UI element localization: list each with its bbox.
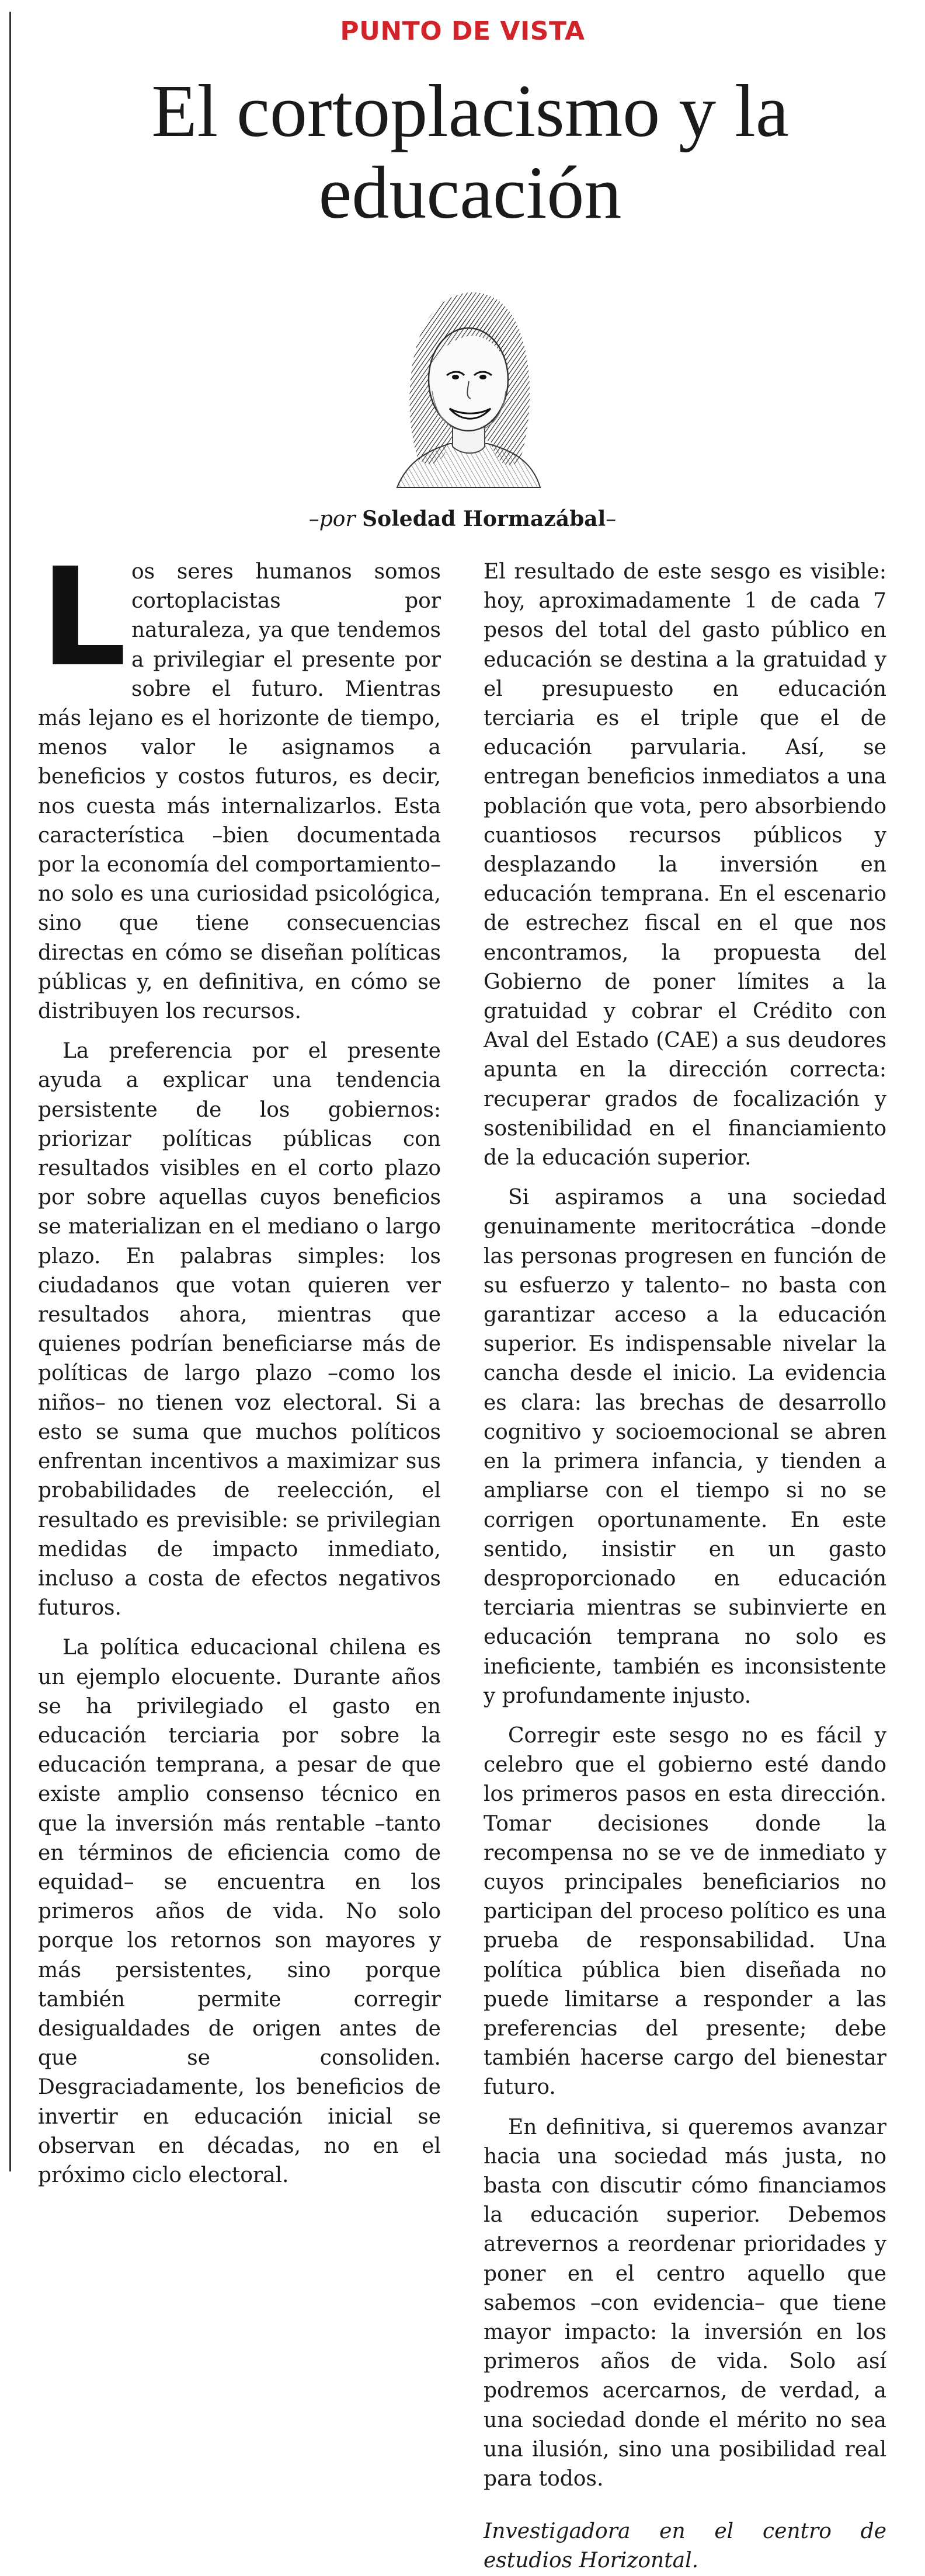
article-column-left (38, 539, 441, 2187)
article-column-right (484, 557, 886, 2573)
byline-prefix: –por (308, 507, 356, 531)
paragraph-1-text: os seres humanos somos cortoplacistas por naturaleza, ya que tendemos a privilegiar el presente por sobre el futuro. Mientras más lejano es el horizonte de tiempo, menos valor le asignamos a beneficios y costos futuros, es decir, nos cuesta más internalizarlos. Esta característica –bien documentada por la economía del comportamiento– no solo es una curiosidad psicológica, sino que tiene consecuencias directas en cómo se diseñan políticas públicas y, en definitiva, en cómo se distribuyen los recursos. (38, 560, 441, 1024)
paragraph-1 (38, 539, 441, 1026)
section-label: PUNTO DE VISTA (340, 16, 585, 46)
paragraph-6: Corregir este sesgo no es fácil y celebro que el gobierno esté dando los primeros pasos en esta dirección. Tomar decisiones donde la recompensa no se ve de inmediato y cuyos principales beneficiarios no participan del proceso político es una prueba de responsabilidad. Una política pública bien diseñada no puede limitarse a responder a las preferencias del presente; debe también hacerse cargo del bienestar futuro. (484, 1723, 886, 2100)
portrait-drawing (362, 266, 572, 487)
byline (0, 507, 925, 531)
paragraph-5: Si aspiramos a una sociedad genuinamente meritocrática –donde las personas progresen en función de su esfuerzo y talento– no basta con garantizar acceso a la educación superior. Es indispensable nivelar la cancha desde el inicio. La evidencia es clara: las brechas de desarrollo cognitivo y socioemocional se abren en la primera infancia, y tienden a ampliarse con el tiempo si no se corrigen oportunamente. En este sentido, insistir en un gasto desproporcionado en educación terciaria mientras se subinvierte en educación temprana no solo es ineficiente, también es inconsistente y profundamente injusto. (484, 1186, 886, 1708)
paragraph-2: La preferencia por el presente ayuda a explicar una tendencia persistente de los gobiernos: priorizar políticas públicas con resultados visibles en el corto plazo por sobre aquellas cuyos beneficios se materializan en el mediano o largo plazo. En palabras simples: los ciudadanos que votan quieren ver resultados ahora, mientras que quienes podrían beneficiarse más de políticas de largo plazo –como los niños– no tienen voz electoral. Si a esto se suma que muchos políticos enfrentan incentivos a maximizar sus probabilidades de reelección, el resultado es previsible: se privilegian medidas de impacto inmediato, incluso a costa de efectos negativos futuros. (38, 1039, 441, 1620)
paragraph-4-continued: El resultado de este sesgo es visible: hoy, aproximadamente 1 de cada 7 pesos del total del gasto público en educación se destina a la gratuidad y el presupuesto en educación terciaria es el triple que el de educación parvularia. Así, se entregan beneficios inmediatos a una población que vota, pero absorbiendo cuantiosos recursos públicos y desplazando la inversión en educación temprana. En el escenario de estrechez fiscal en el que nos encontramos, la propuesta del Gobierno de poner límites a la gratuidad y cobrar el Crédito con Aval del Estado (CAE) a sus deudores apunta en la dirección correcta: recuperar grados de focalización y sostenibilidad en el financiamiento de la educación superior. (484, 560, 886, 1170)
paragraph-3: La política educacional chilena es un ejemplo elocuente. Durante años se ha privilegiado el gasto en educación terciaria por sobre la educación temprana, a pesar de que existe amplio consenso técnico en que la inversión más rentable –tanto en términos de eficiencia como de equidad– se encuentra en los primeros años de vida. No solo porque los retornos son mayores y más persistentes, sino porque también permite corregir desigualdades de origen antes de que se consoliden. Desgraciadamente, los beneficios de invertir en educación inicial se observan en décadas, no en el próximo ciclo electoral. (38, 1636, 441, 2187)
author-note: Investigadora en el centro de estudios Horizontal. (484, 2519, 886, 2573)
paragraph-7: En definitiva, si queremos avanzar hacia una sociedad más justa, no basta con discutir cómo financiamos la educación superior. Debemos atrevernos a reordenar prioridades y poner en el centro aquello que sabemos –con evidencia– que tiene mayor impacto: la inversión en los primeros años de vida. Solo así podremos acercarnos, de verdad, a una sociedad donde el mérito no sea una ilusión, sino una posibilidad real para todos. (484, 2115, 886, 2491)
byline-suffix: – (606, 507, 617, 531)
left-column-rule (9, 12, 11, 2171)
headline: El cortoplacismo y la educación (151, 69, 789, 234)
byline-author: Soledad Hormazábal (362, 507, 606, 531)
dropcap: L (40, 539, 127, 696)
author-portrait (362, 266, 572, 487)
